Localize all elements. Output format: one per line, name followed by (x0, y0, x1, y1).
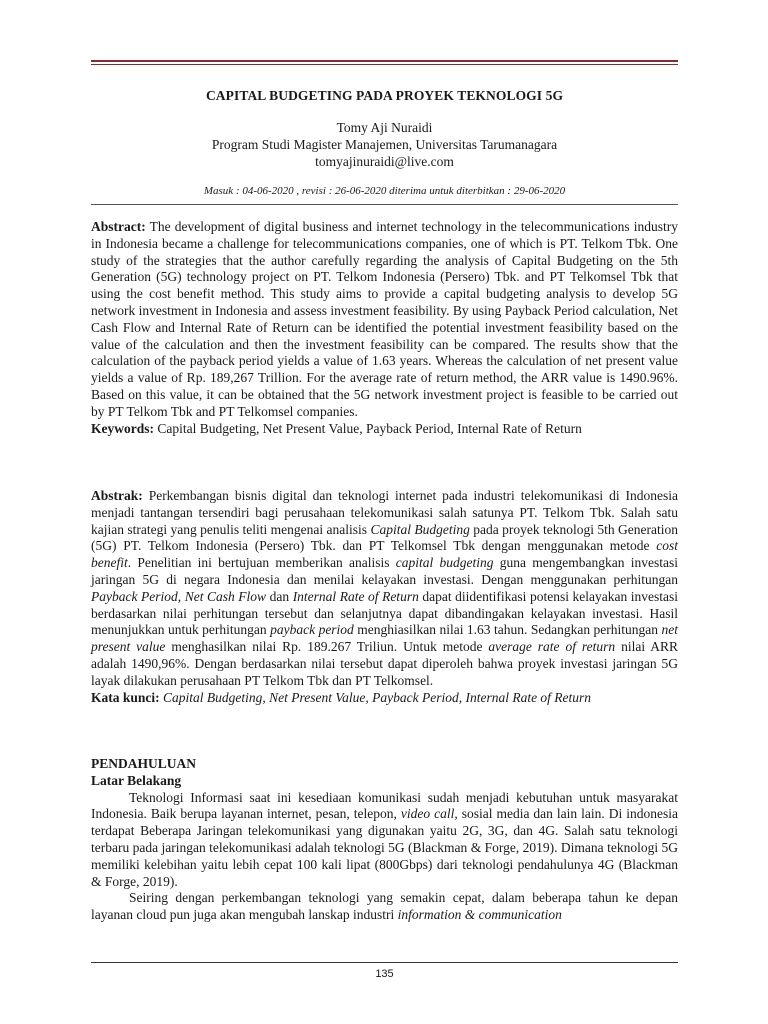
author-name: Tomy Aji Nuraidi (336, 120, 433, 135)
abstract-indonesian (91, 488, 678, 706)
abstrak-text: Perkembangan bisnis digital dan teknologi internet pada industri telekomunikasi di Indonesia menjadi tantangan tersendiri bagi perusahaan telekomunikasi salah satunya PT. Telkom Tbk. Salah satu kajian strategi yang penulis teliti mengenai analisis (91, 488, 678, 537)
abstrak-text: menghasilkan nilai Rp. 189.267 Triliun. Untuk metode (171, 639, 483, 655)
keywords-label: Keywords: (91, 420, 154, 436)
abstrak-text: . Penelitian ini bertujuan memberikan analisis (127, 555, 390, 571)
paper-title: CAPITAL BUDGETING PADA PROYEK TEKNOLOGI 5G (205, 88, 564, 103)
abstrak-text: guna mengembangkan investasi jaringan 5G di negara Indonesia dan menilai kelayakan investasi. Dengan menggunakan perhitungan (91, 555, 678, 587)
author-affiliation: Program Studi Magister Manajemen, Universitas Tarumanagara (211, 137, 558, 152)
page-number: 135 (375, 968, 394, 980)
abstrak-text: nilai ARR adalah 1490,96%. Dengan berdasarkan nilai tersebut dapat diperoleh bahwa proyek investasi jaringan 5G layak dilakukan perusahaan PT Telkom Tbk dan PT Telkomsel. (91, 639, 679, 688)
introduction-section (91, 756, 678, 924)
abstrak-italic: average rate of return (488, 639, 616, 655)
header-rule-thin (91, 64, 678, 65)
abstract-text: The development of digital business and internet technology in the telecommunications industry in Indonesia became a challenge for telecommunications companies, one of which is PT. Telkom Tbk. One study of the strategies that the author carefully regarding the analysis of Capital Budgeting on the 5th Generation (5G) technology project on PT. Telkom Indonesia (Persero) Tbk. and PT Telkomsel Tbk that using the cost benefit method. This study aims to provide a capital budgeting analysis to develop 5G network investment in Indonesia and assess investment feasibility. By using Payback Period calculation, Net Cash Flow and Internal Rate of Return can be identified the potential investment feasibility based on the value of the calculation and then the investment feasibility can be compared. The results show that the calculation of the payback period yields a value of 1.63 years. Whereas the calculation of net present value yields a value of Rp. 189,267 Trillion. For the average rate of return method, the ARR value is 1490.96%. Based on this value, it can be obtained that the 5G network investment project is feasible to be carried out by PT Telkom Tbk and PT Telkomsel companies. (91, 219, 678, 419)
abstrak-italic: net present value (91, 622, 679, 655)
abstrak-text: menghiasilkan nilai 1.63 tahun. Sedangkan perhitungan (357, 622, 659, 638)
intro-paragraph-1: Teknologi Informasi saat ini kesediaan komunikasi sudah menjadi kebutuhan untuk masyarakat Indonesia. Baik berupa layanan internet, pesan, telepon, video call, sosial media dan lain lain. Di indonesia terdapat Beberapa Jaringan telekomunikasi yang digunakan yaitu 2G, 3G, dan 4G. Salah satu teknologi terbaru pada jaringan telekomunikasi adalah teknologi 5G (Blackman & Forge, 2019). Dimana teknologi 5G memiliki kelebihan yaitu lebih cepat 100 kali lipat (800Gbps) dari teknologi pendahulunya 4G (Blackman & Forge, 2019). (91, 789, 678, 889)
abstrak-italic: cost benefit (91, 538, 679, 571)
keywords-text: Capital Budgeting, Net Present Value, Payback Period, Internal Rate of Return (157, 420, 582, 436)
header-rule (91, 60, 678, 62)
intro-paragraph-2: Seiring dengan perkembangan teknologi yang semakin cepat, dalam beberapa tahun ke depan layanan cloud pun juga akan mengubah lanskap industri information & communication (91, 890, 678, 923)
section-subheading: Latar Belakang (91, 772, 182, 788)
footer-rule (91, 962, 678, 963)
abstrak-italic: Capital Budgeting (370, 521, 470, 537)
submission-dates: Masuk : 04-06-2020 , revisi : 26-06-2020 diterima untuk diterbitkan : 29-06-2020 (203, 185, 566, 197)
abstrak-italic: payback period (270, 622, 354, 638)
kata-kunci-label: Kata kunci: (91, 689, 160, 705)
abstrak-italic: Internal Rate of Return (292, 588, 419, 604)
abstract-rule (91, 204, 678, 205)
abstrak-text: pada proyek teknologi 5th Generation (5G) PT. Telkom Indonesia (Persero) Tbk. dan PT Telkomsel Tbk dengan menggunakan metode (91, 521, 679, 554)
abstrak-label: Abstrak: (91, 488, 143, 503)
abstrak-text: dan (269, 588, 290, 604)
abstrak-italic: Payback Period, Net Cash Flow (91, 588, 267, 604)
abstrak-italic: capital budgeting (395, 555, 494, 571)
author-block (91, 119, 678, 170)
author-email: tomyajinuraidi@live.com (315, 154, 454, 169)
abstract-english (91, 219, 678, 437)
kata-kunci-text: Capital Budgeting, Net Present Value, Payback Period, Internal Rate of Return (163, 689, 592, 705)
abstract-label: Abstract: (91, 219, 146, 234)
section-heading: PENDAHULUAN (91, 756, 197, 771)
abstrak-text: dapat diidentifikasi potensi kelayakan investasi berdasarkan nilai perhitungan tersebut dan selanjutnya dapat dibandingakan kelayakan investasi. Hasil menunjukkan untuk perhitungan (91, 588, 679, 638)
